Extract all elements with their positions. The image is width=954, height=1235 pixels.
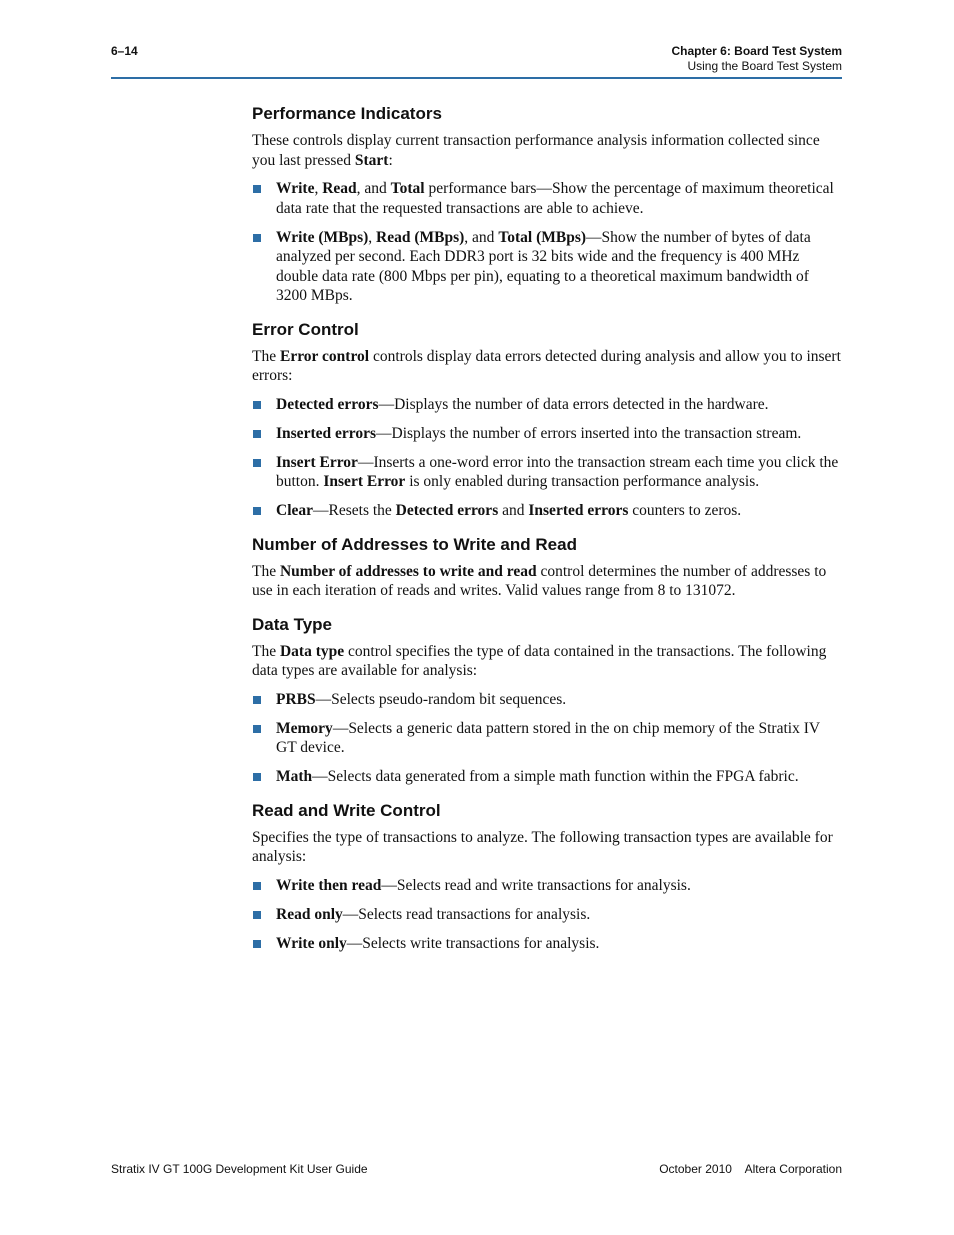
bullet-list: [252, 876, 842, 954]
bullet-icon: [253, 430, 261, 438]
text: —Inserts a one-word error into the transaction stream each time you click the button.: [276, 453, 839, 490]
list-item: [252, 395, 842, 415]
list-item: [252, 501, 842, 521]
text: control determines the number of addresses to use in each iteration of reads and writes. Valid values range from 8 to 131072.: [252, 562, 827, 599]
text: —Selects a generic data pattern stored in the on chip memory of the Stratix IV GT device.: [276, 719, 820, 756]
bullet-icon: [253, 911, 261, 919]
section-heading: Number of Addresses to Write and Read: [252, 534, 577, 554]
bold-term: Memory: [276, 719, 333, 737]
text: The: [252, 642, 280, 660]
list-item: [252, 905, 842, 925]
text: :: [388, 151, 393, 169]
text: The: [252, 347, 280, 365]
text: —Selects read and write transactions for analysis.: [381, 876, 691, 894]
list-item: [252, 424, 842, 444]
bold-term: Insert Error: [323, 473, 406, 490]
text: , and: [356, 180, 391, 197]
bold-term: Write (MBps): [276, 228, 369, 246]
bold-term: Write: [276, 180, 315, 197]
text: —Selects read transactions for analysis.: [342, 905, 591, 923]
list-item: [252, 179, 842, 218]
section-heading: Data Type: [252, 614, 332, 634]
bold-term: Start: [354, 151, 389, 169]
list-item: [252, 767, 842, 787]
bold-term: Read (MBps): [376, 228, 465, 246]
text: —Selects pseudo-random bit sequences.: [315, 690, 567, 708]
bold-term: Write then read: [276, 876, 382, 894]
text: These controls display current transaction performance analysis information collected since you last pressed: [252, 132, 820, 169]
bullet-icon: [253, 459, 261, 467]
header-rule: [111, 77, 842, 79]
bullet-icon: [253, 882, 261, 890]
bold-term: Read: [322, 180, 357, 197]
bold-term: Number of addresses to write and read: [279, 562, 537, 580]
text: —Resets the: [313, 502, 396, 519]
bold-term: Inserted errors: [528, 502, 629, 519]
text: controls display data errors detected during analysis and allow you to insert errors:: [252, 347, 841, 384]
bold-term: Inserted errors: [276, 424, 377, 442]
bold-term: Clear: [276, 502, 314, 519]
text: The: [252, 562, 280, 580]
bold-term: Insert Error: [276, 453, 358, 471]
bullet-icon: [253, 940, 261, 948]
bullet-icon: [253, 696, 261, 704]
footer-title: Stratix IV GT 100G Development Kit User Guide: [111, 1162, 368, 1176]
section-error-control: [252, 320, 842, 521]
text: ,: [314, 180, 323, 197]
text: counters to zeros.: [628, 502, 742, 519]
bullet-icon: [253, 725, 261, 733]
text: —Selects write transactions for analysis.: [346, 934, 600, 952]
paragraph: Specifies the type of transactions to analyze. The following transaction types are available for analysis:: [252, 828, 833, 865]
bold-term: Error control: [279, 347, 370, 365]
section-heading: Read and Write Control: [252, 800, 441, 820]
list-item: [252, 934, 842, 954]
bold-term: Write only: [276, 934, 347, 952]
page-body: [252, 104, 842, 967]
bullet-icon: [253, 507, 261, 515]
text: ,: [368, 228, 377, 246]
text: —Displays the number of errors inserted into the transaction stream.: [376, 424, 802, 442]
text: —Selects data generated from a simple math function within the FPGA fabric.: [312, 768, 799, 785]
list-item: [252, 228, 842, 306]
paragraph: [252, 642, 842, 681]
footer-date-company: October 2010 Altera Corporation: [659, 1162, 842, 1176]
section-heading: Error Control: [252, 319, 359, 339]
bold-term: Total: [390, 180, 425, 197]
bold-term: Read only: [276, 905, 343, 923]
bullet-icon: [253, 185, 261, 193]
section-data-type: [252, 615, 842, 787]
bold-term: Total (MBps): [498, 228, 587, 246]
text: control specifies the type of data contained in the transactions. The following data types are available for analysis:: [252, 642, 827, 679]
section-performance-indicators: [252, 104, 842, 306]
page-number: 6–14: [111, 44, 138, 58]
bullet-list: [252, 395, 842, 521]
bold-term: Detected errors: [276, 395, 379, 413]
section-title: Using the Board Test System: [687, 59, 842, 73]
paragraph: [252, 131, 842, 170]
section-number-of-addresses: [252, 535, 842, 601]
text: —Displays the number of data errors detected in the hardware.: [378, 395, 769, 413]
chapter-title: Chapter 6: Board Test System: [671, 44, 842, 58]
bold-term: Data type: [279, 642, 345, 660]
section-read-write-control: [252, 801, 842, 954]
text: —Show the number of bytes of data analyzed per second. Each DDR3 port is 32 bits wide and the frequency is 400 MHz double data rate (800 Mbps per pin), equating to a theoretical maximum bandwidth of 3200 MBps.: [276, 228, 811, 304]
text: performance bars—Show the percentage of maximum theoretical data rate that the requested transactions are able to achieve.: [276, 180, 834, 217]
paragraph: [252, 347, 842, 386]
bullet-icon: [253, 773, 261, 781]
bullet-list: [252, 690, 842, 787]
list-item: [252, 719, 842, 758]
section-heading: Performance Indicators: [252, 104, 442, 123]
text: , and: [464, 228, 499, 246]
list-item: [252, 690, 842, 710]
text: and: [498, 502, 529, 519]
bold-term: PRBS: [276, 690, 316, 708]
running-header: [672, 44, 843, 74]
list-item: [252, 876, 842, 896]
bold-term: Detected errors: [395, 502, 499, 519]
paragraph: [252, 562, 842, 601]
text: is only enabled during transaction performance analysis.: [405, 473, 760, 490]
bullet-icon: [253, 401, 261, 409]
bullet-list: [252, 179, 842, 306]
list-item: [252, 453, 842, 492]
bold-term: Math: [276, 768, 313, 785]
bullet-icon: [253, 234, 261, 242]
